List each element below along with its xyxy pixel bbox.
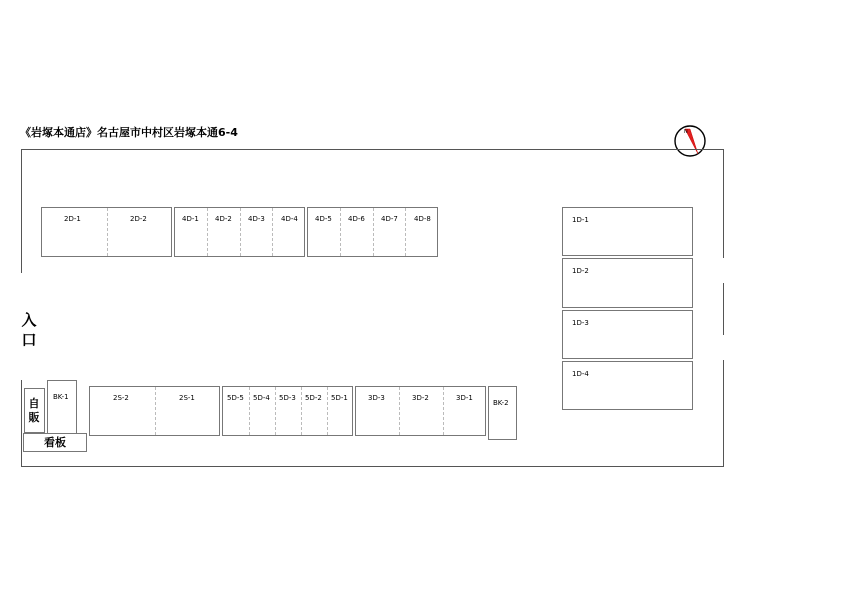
unit-2d-2: 2D-2	[130, 215, 147, 223]
unit-5d-3: 5D-3	[279, 394, 296, 402]
unit-2s-2: 2S-2	[113, 394, 129, 402]
unit-4d-5: 4D-5	[315, 215, 332, 223]
unit-box-1d-3	[562, 310, 693, 359]
unit-1d-2: 1D-2	[572, 267, 589, 275]
parking-block-2s	[89, 386, 220, 436]
unit-5d-4: 5D-4	[253, 394, 270, 402]
unit-5d-5: 5D-5	[227, 394, 244, 402]
unit-box-1d-2	[562, 258, 693, 308]
unit-2s-1: 2S-1	[179, 394, 195, 402]
unit-3d-2: 3D-2	[412, 394, 429, 402]
unit-bk-2: BK-2	[493, 399, 509, 407]
unit-bk-1: BK-1	[53, 393, 69, 401]
signboard-label: 看板	[44, 436, 66, 449]
unit-4d-3: 4D-3	[248, 215, 265, 223]
unit-1d-3: 1D-3	[572, 319, 589, 327]
unit-3d-3: 3D-3	[368, 394, 385, 402]
unit-1d-1: 1D-1	[572, 216, 589, 224]
unit-box-bk-1	[47, 380, 77, 434]
unit-4d-8: 4D-8	[414, 215, 431, 223]
compass-north-label: N	[684, 129, 688, 135]
unit-box-1d-1	[562, 207, 693, 256]
unit-4d-7: 4D-7	[381, 215, 398, 223]
unit-4d-2: 4D-2	[215, 215, 232, 223]
unit-4d-4: 4D-4	[281, 215, 298, 223]
unit-4d-1: 4D-1	[182, 215, 199, 223]
parking-block-2d	[41, 207, 172, 257]
page-title: 《岩塚本通店》名古屋市中村区岩塚本通6-4	[20, 126, 238, 139]
entrance-label: 入口	[21, 311, 37, 349]
unit-1d-4: 1D-4	[572, 370, 589, 378]
vending-label: 自販	[28, 397, 40, 424]
unit-5d-1: 5D-1	[331, 394, 348, 402]
unit-2d-1: 2D-1	[64, 215, 81, 223]
unit-box-1d-4	[562, 361, 693, 410]
unit-5d-2: 5D-2	[305, 394, 322, 402]
unit-box-bk-2	[488, 386, 517, 440]
compass-icon	[673, 124, 707, 158]
unit-3d-1: 3D-1	[456, 394, 473, 402]
unit-4d-6: 4D-6	[348, 215, 365, 223]
